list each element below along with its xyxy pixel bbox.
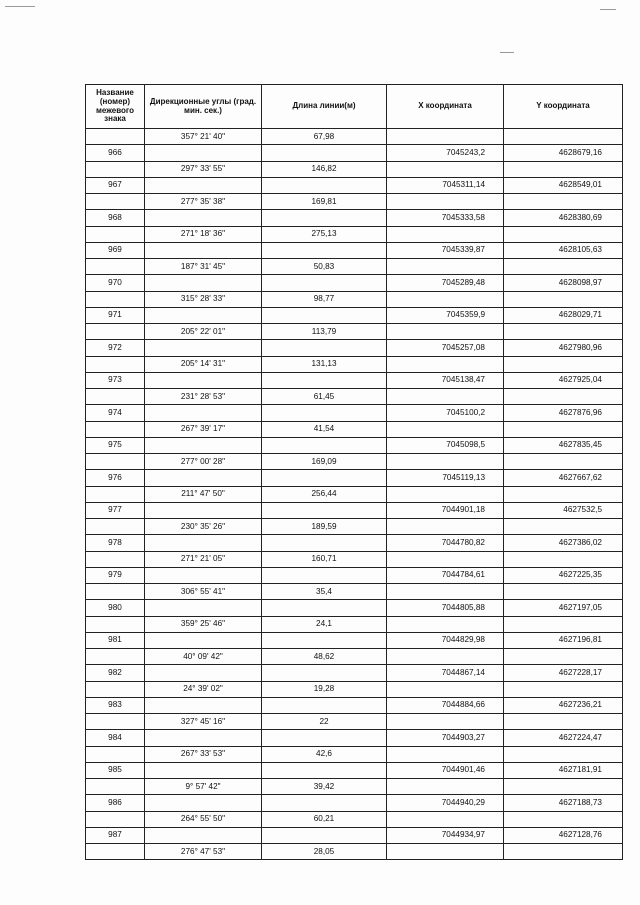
cell-y — [504, 454, 623, 470]
cell-angle — [145, 502, 262, 518]
table-row — [86, 827, 623, 843]
cell-angle — [145, 665, 262, 681]
cell-length: 39,42 — [262, 779, 387, 795]
cell-x — [387, 356, 504, 372]
cell-name — [86, 811, 145, 827]
cell-x — [387, 746, 504, 762]
table-row — [86, 535, 623, 551]
cell-angle — [145, 145, 262, 161]
cell-angle — [145, 405, 262, 421]
cell-angle — [145, 470, 262, 486]
cell-length — [262, 275, 387, 291]
header-x: X координата — [387, 85, 504, 129]
cell-name: 967 — [86, 177, 145, 193]
cell-length: 113,79 — [262, 324, 387, 340]
cell-y: 4627667,62 — [504, 470, 623, 486]
cell-x: 7045359,9 — [387, 307, 504, 323]
cell-y — [504, 746, 623, 762]
table-row — [86, 177, 623, 193]
cell-angle: 230° 35' 26" — [145, 519, 262, 535]
cell-name — [86, 584, 145, 600]
table-row — [86, 649, 623, 665]
cell-angle: 231° 28' 53" — [145, 389, 262, 405]
table-row — [86, 632, 623, 648]
cell-y — [504, 649, 623, 665]
cell-angle: 271° 18' 36" — [145, 226, 262, 242]
table-body — [86, 129, 623, 860]
table-row — [86, 844, 623, 860]
scan-artifact — [500, 52, 514, 53]
cell-x: 7044829,98 — [387, 632, 504, 648]
table-row — [86, 226, 623, 242]
cell-name — [86, 194, 145, 210]
cell-name — [86, 356, 145, 372]
cell-length: 19,28 — [262, 681, 387, 697]
cell-x: 7044901,46 — [387, 762, 504, 778]
cell-name — [86, 779, 145, 795]
table-row — [86, 616, 623, 632]
cell-length: 169,81 — [262, 194, 387, 210]
table-row — [86, 389, 623, 405]
cell-length — [262, 502, 387, 518]
table-row — [86, 145, 623, 161]
cell-name — [86, 616, 145, 632]
cell-angle: 267° 33' 53" — [145, 746, 262, 762]
cell-y: 4627386,02 — [504, 535, 623, 551]
cell-length — [262, 600, 387, 616]
cell-y — [504, 519, 623, 535]
table-row — [86, 795, 623, 811]
cell-angle: 205° 14' 31" — [145, 356, 262, 372]
cell-x: 7045257,08 — [387, 340, 504, 356]
cell-y — [504, 291, 623, 307]
cell-name — [86, 714, 145, 730]
cell-y: 4627532,5 — [504, 502, 623, 518]
cell-y — [504, 161, 623, 177]
cell-angle — [145, 632, 262, 648]
cell-y: 4628679,16 — [504, 145, 623, 161]
cell-x — [387, 811, 504, 827]
cell-name: 987 — [86, 827, 145, 843]
cell-name — [86, 226, 145, 242]
cell-y: 4627181,91 — [504, 762, 623, 778]
cell-y: 4627128,76 — [504, 827, 623, 843]
cell-length — [262, 437, 387, 453]
cell-angle — [145, 567, 262, 583]
cell-x — [387, 551, 504, 567]
cell-x: 7045138,47 — [387, 372, 504, 388]
cell-name — [86, 389, 145, 405]
table-row — [86, 730, 623, 746]
cell-name: 976 — [86, 470, 145, 486]
cell-name — [86, 519, 145, 535]
cell-name: 975 — [86, 437, 145, 453]
cell-name: 977 — [86, 502, 145, 518]
cell-angle — [145, 372, 262, 388]
cell-length: 35,4 — [262, 584, 387, 600]
cell-x: 7044940,29 — [387, 795, 504, 811]
cell-y — [504, 551, 623, 567]
table-row — [86, 519, 623, 535]
table-row — [86, 307, 623, 323]
cell-name: 986 — [86, 795, 145, 811]
cell-length — [262, 372, 387, 388]
cell-x — [387, 486, 504, 502]
cell-name: 982 — [86, 665, 145, 681]
cell-angle — [145, 437, 262, 453]
cell-length — [262, 210, 387, 226]
cell-length: 131,13 — [262, 356, 387, 372]
table-row — [86, 421, 623, 437]
cell-name — [86, 161, 145, 177]
cell-length: 160,71 — [262, 551, 387, 567]
cell-name — [86, 421, 145, 437]
cell-x: 7044867,14 — [387, 665, 504, 681]
cell-angle: 306° 55' 41" — [145, 584, 262, 600]
cell-name — [86, 454, 145, 470]
cell-y: 4628098,97 — [504, 275, 623, 291]
cell-length: 60,21 — [262, 811, 387, 827]
table-row — [86, 210, 623, 226]
cell-length: 22 — [262, 714, 387, 730]
cell-x: 7044884,66 — [387, 697, 504, 713]
cell-angle: 211° 47' 50" — [145, 486, 262, 502]
cell-angle — [145, 730, 262, 746]
table-row — [86, 454, 623, 470]
table-row — [86, 665, 623, 681]
cell-x: 7044784,61 — [387, 567, 504, 583]
cell-length: 67,98 — [262, 129, 387, 145]
cell-name: 973 — [86, 372, 145, 388]
cell-length — [262, 795, 387, 811]
cell-name: 985 — [86, 762, 145, 778]
cell-x — [387, 584, 504, 600]
cell-name — [86, 649, 145, 665]
table-row — [86, 502, 623, 518]
cell-y: 4627835,45 — [504, 437, 623, 453]
cell-angle: 271° 21' 05" — [145, 551, 262, 567]
cell-angle — [145, 697, 262, 713]
cell-name — [86, 486, 145, 502]
cell-y: 4627196,81 — [504, 632, 623, 648]
cell-x — [387, 454, 504, 470]
cell-angle — [145, 535, 262, 551]
cell-length — [262, 762, 387, 778]
header-length: Длина линии(м) — [262, 85, 387, 129]
cell-length — [262, 567, 387, 583]
cell-y: 4627980,96 — [504, 340, 623, 356]
cell-angle — [145, 177, 262, 193]
cell-length: 169,09 — [262, 454, 387, 470]
table-row — [86, 470, 623, 486]
cell-length: 42,6 — [262, 746, 387, 762]
cell-x — [387, 291, 504, 307]
cell-y — [504, 844, 623, 860]
cell-y — [504, 616, 623, 632]
cell-x: 7045333,58 — [387, 210, 504, 226]
cell-length — [262, 145, 387, 161]
cell-name: 970 — [86, 275, 145, 291]
cell-length: 24,1 — [262, 616, 387, 632]
cell-y: 4627197,05 — [504, 600, 623, 616]
cell-angle: 264° 55' 50" — [145, 811, 262, 827]
cell-length: 189,59 — [262, 519, 387, 535]
cell-y: 4627876,96 — [504, 405, 623, 421]
cell-length — [262, 470, 387, 486]
cell-name: 966 — [86, 145, 145, 161]
cell-y: 4627225,35 — [504, 567, 623, 583]
cell-angle: 40° 09' 42" — [145, 649, 262, 665]
table-row — [86, 584, 623, 600]
table-row — [86, 356, 623, 372]
table-row — [86, 161, 623, 177]
table-row — [86, 129, 623, 145]
cell-angle: 24° 39' 02" — [145, 681, 262, 697]
cell-angle: 297° 33' 55" — [145, 161, 262, 177]
cell-length: 98,77 — [262, 291, 387, 307]
cell-x: 7045311,14 — [387, 177, 504, 193]
cell-y: 4628380,69 — [504, 210, 623, 226]
cell-y — [504, 324, 623, 340]
cell-x — [387, 259, 504, 275]
cell-length — [262, 697, 387, 713]
cell-name: 984 — [86, 730, 145, 746]
cell-length — [262, 177, 387, 193]
cell-name: 978 — [86, 535, 145, 551]
cell-y — [504, 421, 623, 437]
cell-angle: 276° 47' 53" — [145, 844, 262, 860]
cell-y: 4627224,47 — [504, 730, 623, 746]
cell-y: 4627228,17 — [504, 665, 623, 681]
cell-y — [504, 811, 623, 827]
cell-length — [262, 405, 387, 421]
table-row — [86, 194, 623, 210]
cell-y — [504, 194, 623, 210]
cell-name — [86, 259, 145, 275]
cell-length: 61,45 — [262, 389, 387, 405]
cell-length: 41,54 — [262, 421, 387, 437]
cell-x: 7045119,13 — [387, 470, 504, 486]
cell-x: 7044934,97 — [387, 827, 504, 843]
table-row — [86, 600, 623, 616]
cell-name — [86, 746, 145, 762]
cell-angle: 277° 00' 28" — [145, 454, 262, 470]
cell-y — [504, 486, 623, 502]
cell-length — [262, 632, 387, 648]
cell-name: 968 — [86, 210, 145, 226]
cell-angle — [145, 795, 262, 811]
table-row — [86, 324, 623, 340]
cell-y: 4627188,73 — [504, 795, 623, 811]
cell-angle — [145, 340, 262, 356]
cell-angle — [145, 762, 262, 778]
table-row — [86, 811, 623, 827]
cell-name: 983 — [86, 697, 145, 713]
table-row — [86, 275, 623, 291]
cell-x: 7045100,2 — [387, 405, 504, 421]
cell-x — [387, 324, 504, 340]
cell-length — [262, 242, 387, 258]
coordinates-table — [85, 84, 623, 860]
cell-x — [387, 681, 504, 697]
cell-y — [504, 259, 623, 275]
cell-angle: 187° 31' 45" — [145, 259, 262, 275]
table-row — [86, 551, 623, 567]
table-header-row — [86, 85, 623, 129]
header-angle: Дирекционные углы (град. мин. сек.) — [145, 85, 262, 129]
cell-length: 28,05 — [262, 844, 387, 860]
table-row — [86, 567, 623, 583]
cell-name: 974 — [86, 405, 145, 421]
cell-length — [262, 340, 387, 356]
cell-length: 48,62 — [262, 649, 387, 665]
cell-y: 4627925,04 — [504, 372, 623, 388]
table-row — [86, 242, 623, 258]
table-row — [86, 437, 623, 453]
cell-y: 4628105,63 — [504, 242, 623, 258]
cell-length — [262, 827, 387, 843]
cell-angle — [145, 210, 262, 226]
header-name: Название (номер) межевого знака — [86, 85, 145, 129]
cell-x — [387, 779, 504, 795]
cell-x — [387, 421, 504, 437]
cell-x — [387, 194, 504, 210]
cell-angle: 9° 57' 42" — [145, 779, 262, 795]
cell-name: 979 — [86, 567, 145, 583]
cell-y — [504, 584, 623, 600]
scan-artifact — [600, 9, 616, 10]
cell-y — [504, 226, 623, 242]
cell-length: 275,13 — [262, 226, 387, 242]
cell-y — [504, 714, 623, 730]
cell-angle — [145, 600, 262, 616]
cell-x: 7044780,82 — [387, 535, 504, 551]
cell-x: 7045289,48 — [387, 275, 504, 291]
cell-y — [504, 389, 623, 405]
table-row — [86, 486, 623, 502]
cell-length: 146,82 — [262, 161, 387, 177]
table-row — [86, 746, 623, 762]
cell-length: 50,83 — [262, 259, 387, 275]
cell-x: 7044901,18 — [387, 502, 504, 518]
cell-name — [86, 129, 145, 145]
cell-angle: 327° 45' 16" — [145, 714, 262, 730]
cell-length: 256,44 — [262, 486, 387, 502]
cell-angle: 315° 28' 33" — [145, 291, 262, 307]
cell-angle: 359° 25' 46" — [145, 616, 262, 632]
cell-y — [504, 129, 623, 145]
cell-angle — [145, 275, 262, 291]
cell-y: 4627236,21 — [504, 697, 623, 713]
cell-x: 7044903,27 — [387, 730, 504, 746]
cell-y — [504, 681, 623, 697]
cell-angle: 277° 35' 38" — [145, 194, 262, 210]
cell-name: 971 — [86, 307, 145, 323]
cell-x: 7045098,5 — [387, 437, 504, 453]
cell-x — [387, 389, 504, 405]
cell-angle — [145, 827, 262, 843]
cell-name — [86, 681, 145, 697]
cell-x — [387, 519, 504, 535]
cell-length — [262, 535, 387, 551]
table-row — [86, 259, 623, 275]
cell-angle: 267° 39' 17" — [145, 421, 262, 437]
cell-angle — [145, 242, 262, 258]
table-row — [86, 681, 623, 697]
table-row — [86, 714, 623, 730]
table-row — [86, 405, 623, 421]
cell-x — [387, 649, 504, 665]
cell-name — [86, 291, 145, 307]
header-y: Y координата — [504, 85, 623, 129]
cell-name: 981 — [86, 632, 145, 648]
cell-name: 972 — [86, 340, 145, 356]
cell-length — [262, 307, 387, 323]
table-row — [86, 372, 623, 388]
cell-x — [387, 161, 504, 177]
cell-length — [262, 665, 387, 681]
scan-artifact — [5, 6, 35, 7]
cell-x: 7044805,88 — [387, 600, 504, 616]
cell-y — [504, 779, 623, 795]
cell-x — [387, 714, 504, 730]
cell-angle: 205° 22' 01" — [145, 324, 262, 340]
cell-x: 7045243,2 — [387, 145, 504, 161]
table-row — [86, 340, 623, 356]
table-row — [86, 291, 623, 307]
cell-y: 4628549,01 — [504, 177, 623, 193]
cell-x — [387, 226, 504, 242]
table-row — [86, 779, 623, 795]
cell-y — [504, 356, 623, 372]
cell-x — [387, 129, 504, 145]
cell-angle: 357° 21' 40" — [145, 129, 262, 145]
cell-y: 4628029,71 — [504, 307, 623, 323]
cell-name — [86, 324, 145, 340]
cell-angle — [145, 307, 262, 323]
cell-length — [262, 730, 387, 746]
cell-name — [86, 844, 145, 860]
table-row — [86, 697, 623, 713]
cell-x — [387, 844, 504, 860]
cell-x — [387, 616, 504, 632]
cell-name: 980 — [86, 600, 145, 616]
cell-name: 969 — [86, 242, 145, 258]
cell-x: 7045339,87 — [387, 242, 504, 258]
table-row — [86, 762, 623, 778]
cell-name — [86, 551, 145, 567]
